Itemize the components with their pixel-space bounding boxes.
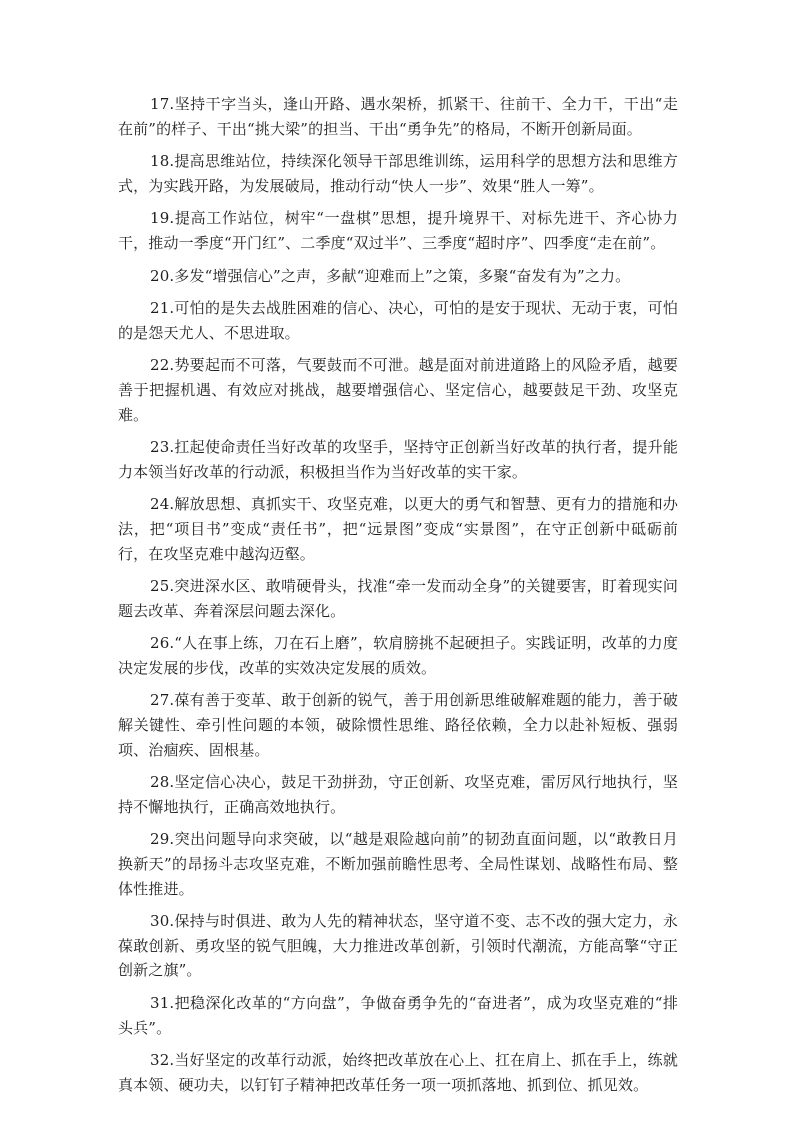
paragraph-25: 25.突进深水区、敢啃硬骨头，找准“牵一发而动全身”的关键要害，盯着现实问题去改革、奔着深层问题去深化。: [118, 577, 678, 620]
paragraph-22: 22.势要起而不可落，气要鼓而不可泄。越是面对前进道路上的风险矛盾，越要善于把握机遇、有效应对挑战，越要增强信心、坚定信心，越要鼓足干劲、攻坚克难。: [118, 356, 678, 424]
paragraph-31: 31.把稳深化改革的“方向盘”，争做奋勇争先的“奋进者”，成为攻坚克难的“排头兵”。: [118, 994, 678, 1037]
paragraph-23: 23.扛起使命责任当好改革的攻坚手，坚持守正创新当好改革的执行者，提升能力本领当好改革的行动派，积极担当作为当好改革的实干家。: [118, 438, 678, 481]
paragraph-21: 21.可怕的是失去战胜困难的信心、决心，可怕的是安于现状、无动于衷，可怕的是怨天尤人、不思进取。: [118, 299, 678, 342]
paragraph-20: 20.多发“增强信心”之声，多献“迎难而上”之策，多聚“奋发有为”之力。: [150, 266, 631, 285]
paragraph-17: 17.坚持干字当头，逢山开路、遇水架桥，抓紧干、往前干、全力干，干出“走在前”的样子、干出“挑大梁”的担当、干出“勇争先”的格局，不断开创新局面。: [118, 95, 678, 138]
paragraph-19: 19.提高工作站位，树牢“一盘棋”思想，提升境界干、对标先进干、齐心协力干，推动一季度“开门红”、二季度“双过半”、三季度“超时序”、四季度“走在前”。: [118, 209, 678, 252]
paragraph-24: 24.解放思想、真抓实干、攻坚克难，以更大的勇气和智慧、更有力的措施和办法，把“项目书”变成“责任书”，把“远景图”变成“实景图”，在守正创新中砥砺前行，在攻坚克难中越沟迈壑。: [118, 495, 678, 563]
paragraph-32: 32.当好坚定的改革行动派，始终把改革放在心上、扛在肩上、抓在手上，练就真本领、硬功夫，以钉钉子精神把改革任务一项一项抓落地、抓到位、抓见效。: [118, 1051, 678, 1094]
document-body: [118, 92, 678, 1105]
paragraph-26: 26.“人在事上练，刀在石上磨”，软肩膀挑不起硬担子。实践证明，改革的力度决定发展的步伐，改革的实效决定发展的质效。: [118, 634, 678, 677]
paragraph-27: 27.葆有善于变革、敢于创新的锐气，善于用创新思维破解难题的能力，善于破解关键性、牵引性问题的本领，破除惯性思维、路径依赖，全力以赴补短板、强弱项、治痼疾、固根基。: [118, 691, 678, 759]
paragraph-29: 29.突出问题导向求突破，以“越是艰险越向前”的韧劲直面问题，以“敢教日月换新天”的昂扬斗志攻坚克难，不断加强前瞻性思考、全局性谋划、战略性布局、整体性推进。: [118, 830, 678, 898]
paragraph-18: 18.提高思维站位，持续深化领导干部思维训练，运用科学的思想方法和思维方式，为实践开路，为发展破局，推动行动“快人一步”、效果“胜人一筹”。: [118, 152, 678, 195]
paragraph-30: 30.保持与时俱进、敢为人先的精神状态，坚守道不变、志不改的强大定力，永葆敢创新、勇攻坚的锐气胆魄，大力推进改革创新，引领时代潮流，方能高擎“守正创新之旗”。: [118, 912, 678, 980]
paragraph-28: 28.坚定信心决心，鼓足干劲拼劲，守正创新、攻坚克难，雷厉风行地执行，坚持不懈地执行，正确高效地执行。: [118, 773, 678, 816]
